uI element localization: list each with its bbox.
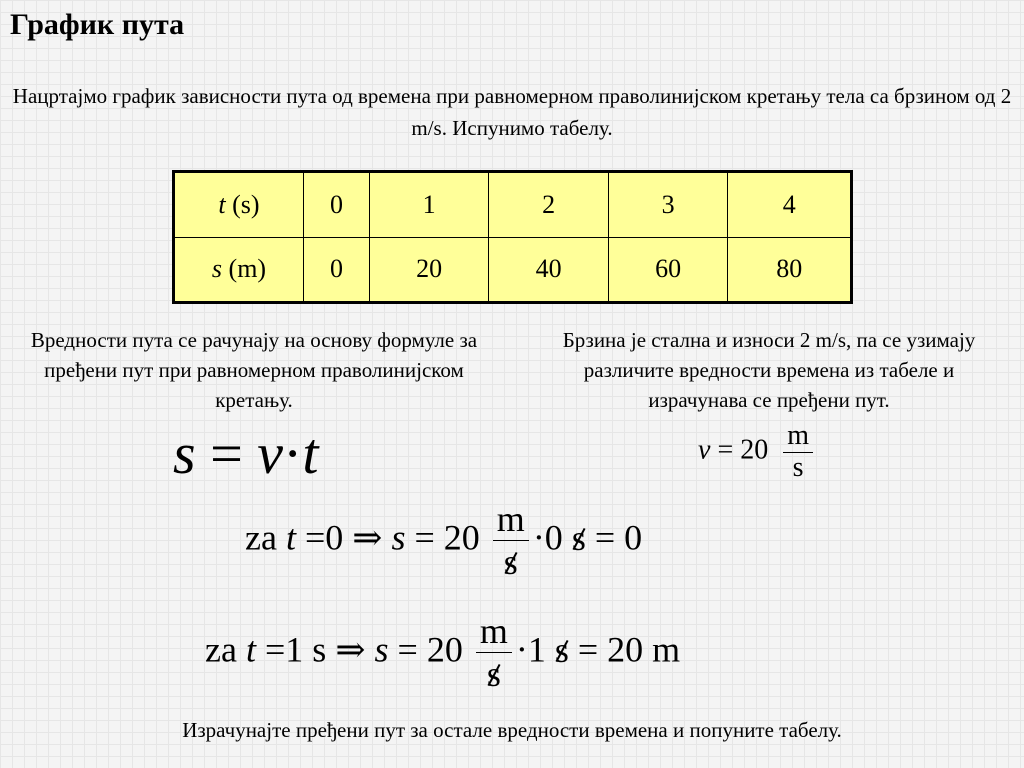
table-header-cell [174,237,304,303]
page-title: График пута [10,8,185,41]
velocity-equation: v = 20 $\frac{m}{s}$ [698,421,813,484]
intro-text: Нацртајмо график зависности пута од времена при равномерном праволинијском кретању тела са брзином од 2 m/s. Испунимо табелу. [12,84,1012,140]
instruction-text: Израчунајте пређени пут за остале вредности времена и попуните табелу. [182,718,842,742]
unit-fraction: $\frac{m}{s}$ [476,612,512,695]
distance-formula [173,420,319,487]
calc-line-t0: za t =0 ⇒ s = 20 $\frac{m}{s} \cdot 0$ s = 0 [245,499,643,582]
formula-dot: · [283,421,303,486]
table-row [174,172,852,238]
velocity-unit-fraction: $\frac{m}{s}$ [783,421,813,484]
calc-line-t1: za t =1 s ⇒ s = 20 $\frac{m}{s} \cdot 1$ s = 20 m [205,611,681,694]
formula-s: s [173,421,196,486]
table-cell: 3 [608,172,727,238]
table-cell: 4 [728,172,852,238]
unit-fraction: $\frac{m}{s}$ [493,500,529,583]
table-cell: 60 [608,237,727,303]
formula-note: Вредности пута се рачунају на основу формуле за пређени пут при равномерном праволинијском кретању. [30,328,478,412]
unit-label: (m) [222,254,267,284]
table-row [174,237,852,303]
values-table [172,170,853,304]
formula-t: t [302,421,319,486]
unit-label: (s) [225,189,260,219]
table-cell: 20 [369,237,488,303]
velocity-note: Брзина је стална и износи 2 m/s, па се узимају различите вредности времена из табеле и израчунава се пређени пут. [562,328,976,412]
var-symbol: t [218,189,226,219]
formula-equals: = [210,421,243,486]
table-cell: 40 [489,237,608,303]
table-cell: 2 [489,172,608,238]
var-symbol: s [211,254,223,284]
table-header-cell [174,172,304,238]
table-cell: 0 [304,172,370,238]
table-cell: 0 [304,237,370,303]
table-cell: 1 [369,172,488,238]
table-cell: 80 [728,237,852,303]
formula-v: v [257,421,284,486]
